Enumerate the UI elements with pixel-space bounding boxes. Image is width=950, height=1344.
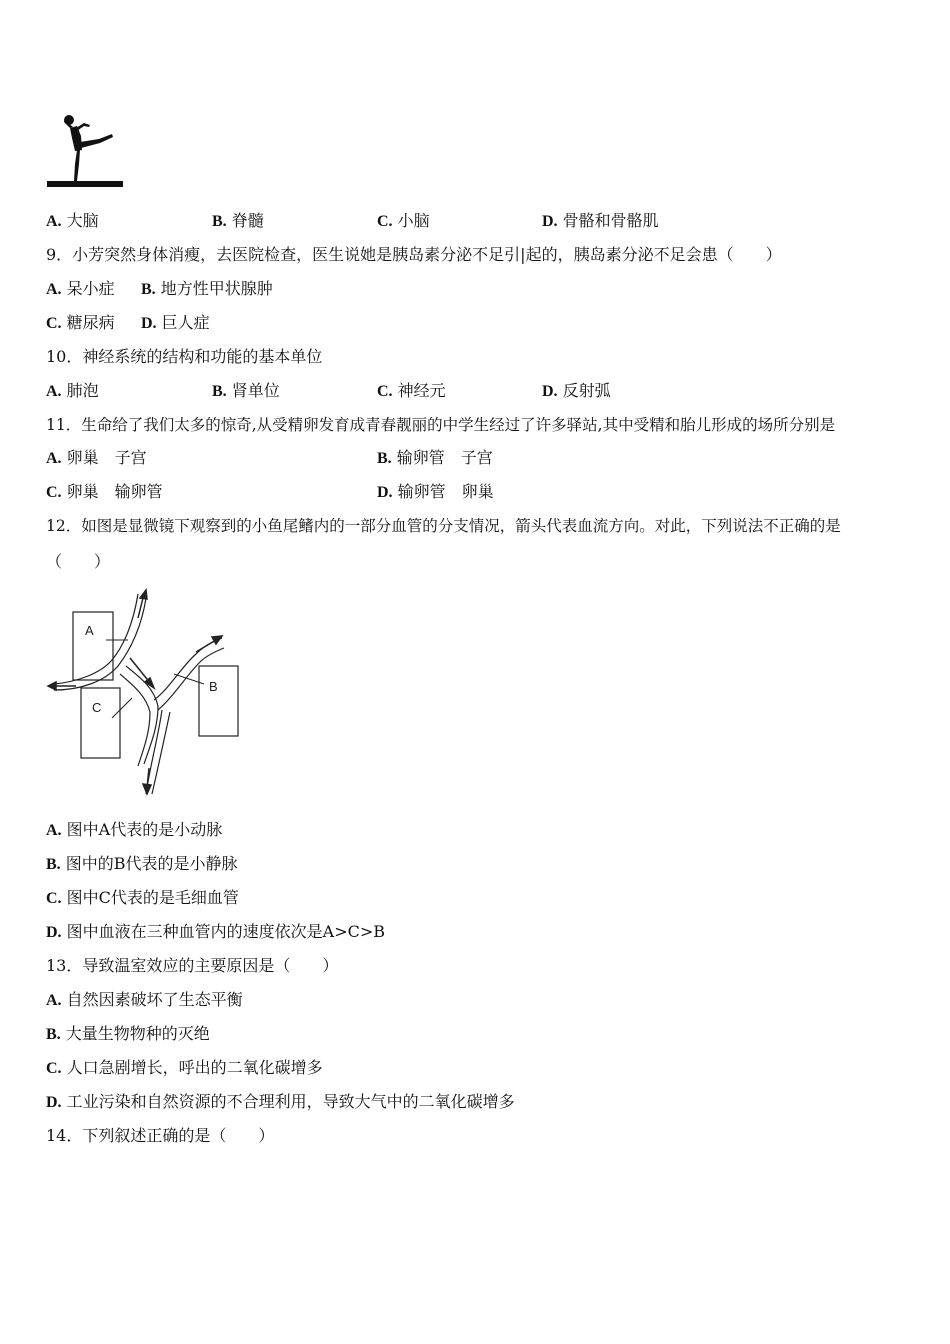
label-b: B (209, 679, 218, 694)
q12-option-a: A. 图中A代表的是小动脉 (46, 820, 223, 839)
q9-option-c: C. 糖尿病 (46, 313, 115, 332)
q8-option-c: C. 小脑 (377, 211, 430, 230)
gymnast-figure (44, 106, 128, 190)
q8-option-a: A. 大脑 (46, 211, 99, 230)
q9-stem: 9．小芳突然身体消瘦，去医院检查，医生说她是胰岛素分泌不足引|起的，胰岛素分泌不足会患（ ） (46, 245, 782, 264)
q13-option-d: D. 工业污染和自然资源的不合理利用，导致大气中的二氧化碳增多 (46, 1092, 515, 1111)
box-c (81, 688, 120, 758)
vessel-c-outer (126, 666, 158, 764)
box-b (199, 666, 238, 736)
flow-arrow-icon (212, 636, 222, 644)
q12-option-d: D. 图中血液在三种血管内的速度依次是A>C>B (46, 922, 386, 941)
q12-stem: 12．如图是显微镜下观察到的小鱼尾鳍内的一部分血管的分支情况，箭头代表血流方向。对此，下列说法不正确的是 (46, 517, 841, 535)
q11-option-b: B. 输卵管 子宫 (377, 448, 493, 467)
q10-option-b: B. 肾单位 (212, 381, 280, 400)
q12-option-c: C. 图中C代表的是毛细血管 (46, 888, 239, 907)
q13-option-b: B. 大量生物物种的灭绝 (46, 1024, 210, 1043)
q9-option-b: B. 地方性甲状腺肿 (141, 279, 273, 298)
q10-stem: 10．神经系统的结构和功能的基本单位 (46, 347, 323, 366)
q13-option-a: A. 自然因素破坏了生态平衡 (46, 990, 243, 1009)
q9-option-d: D. 巨人症 (141, 313, 210, 332)
q14-stem: 14．下列叙述正确的是（ ） (46, 1126, 275, 1145)
q11-stem: 11．生命给了我们太多的惊奇,从受精卵发育成青春靓丽的中学生经过了许多驿站,其中受精和胎儿形成的场所分别是 (46, 416, 836, 434)
flow-arrow-icon (140, 590, 147, 599)
q13-stem: 13．导致温室效应的主要原因是（ ） (46, 956, 339, 975)
q11-option-c: C. 卵巢 输卵管 (46, 482, 163, 501)
q10-option-c: C. 神经元 (377, 381, 446, 400)
q11-option-a: A. 卵巢 子宫 (46, 448, 147, 467)
q12-option-b: B. 图中的B代表的是小静脉 (46, 854, 238, 873)
flow-arrow-icon (145, 678, 154, 688)
q10-option-a: A. 肺泡 (46, 381, 99, 400)
label-c: C (92, 700, 102, 715)
q10-option-d: D. 反射弧 (542, 381, 611, 400)
q8-option-b: B. 脊髓 (212, 211, 264, 230)
vessel-bottom-inner (152, 712, 170, 794)
q11-option-d: D. 输卵管 卵巢 (377, 482, 494, 501)
blood-vessel-diagram (46, 588, 246, 798)
flow-arrow-icon (48, 682, 56, 690)
q13-option-c: C. 人口急剧增长，呼出的二氧化碳增多 (46, 1058, 323, 1077)
flow-arrow-icon (143, 784, 151, 794)
q8-option-d: D. 骨骼和骨骼肌 (542, 211, 659, 230)
label-a: A (85, 623, 94, 638)
vessel-c-inner (120, 674, 150, 766)
q12-stem-continued: （ ） (46, 552, 111, 571)
q9-option-a: A. 呆小症 (46, 279, 115, 298)
vessel-a-outer (54, 594, 138, 684)
